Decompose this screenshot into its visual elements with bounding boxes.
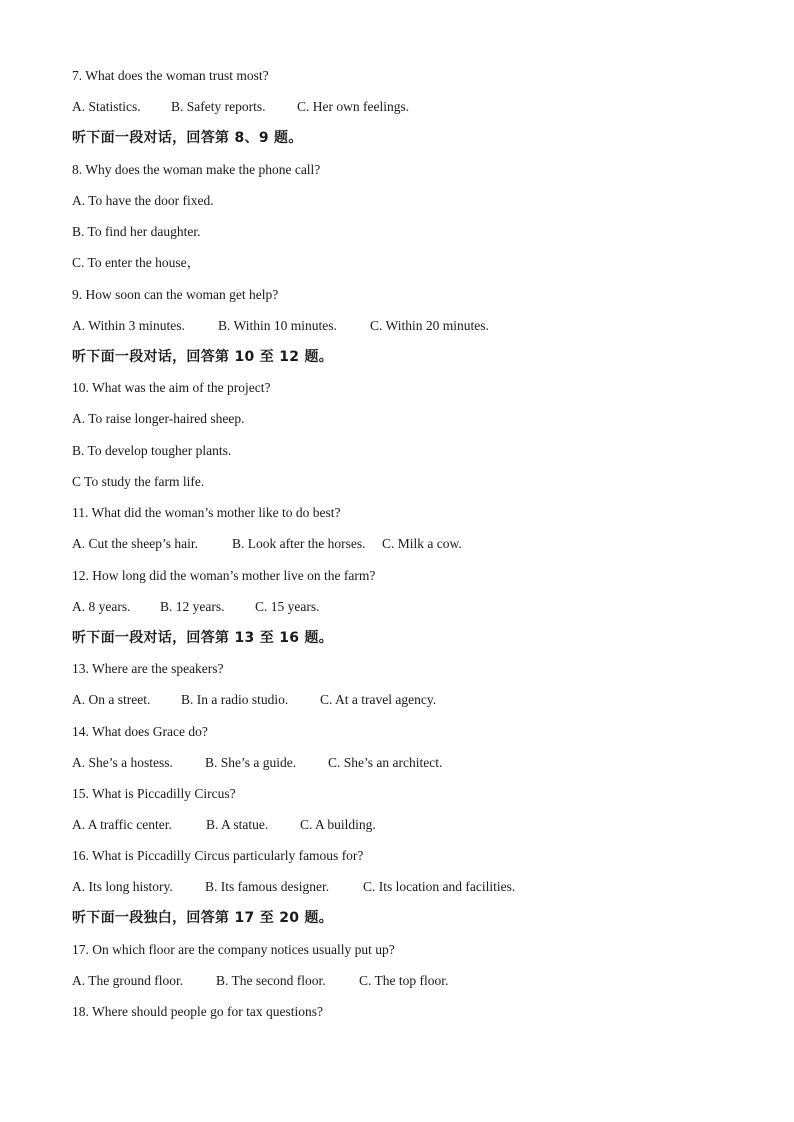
option-b: B. Safety reports. bbox=[171, 99, 266, 114]
question-15: 15. What is Piccadilly Circus? bbox=[72, 786, 236, 801]
question-10-option-a: A. To raise longer-haired sheep. bbox=[72, 411, 245, 426]
question-8-option-c: C. To enter the house， bbox=[72, 255, 201, 270]
question-7: 7. What does the woman trust most? bbox=[72, 68, 269, 83]
question-9: 9. How soon can the woman get help? bbox=[72, 287, 279, 302]
section-heading-10-12: 听下面一段对话，回答第 10 至 12 题。 bbox=[72, 349, 334, 365]
option-b: B. Within 10 minutes. bbox=[218, 318, 337, 333]
option-b: B. In a radio studio. bbox=[181, 692, 289, 707]
option-c: C. At a travel agency. bbox=[320, 692, 437, 707]
option-a: A. A traffic center. bbox=[72, 817, 172, 832]
option-a: A. Statistics. bbox=[72, 99, 141, 114]
question-15-options bbox=[72, 817, 376, 833]
option-c: C. She’s an architect. bbox=[328, 755, 443, 770]
option-c: C. 15 years. bbox=[255, 599, 320, 614]
question-16-options bbox=[72, 879, 515, 895]
option-b: B. She’s a guide. bbox=[205, 755, 297, 770]
option-b: B. The second floor. bbox=[216, 973, 326, 988]
question-13: 13. Where are the speakers? bbox=[72, 661, 224, 676]
section-heading-8-9: 听下面一段对话，回答第 8、9 题。 bbox=[72, 130, 303, 146]
question-16: 16. What is Piccadilly Circus particularly famous for? bbox=[72, 848, 364, 863]
question-10-option-c: C To study the farm life. bbox=[72, 474, 205, 489]
question-11-options bbox=[72, 536, 462, 552]
question-12-options bbox=[72, 599, 320, 615]
question-10: 10. What was the aim of the project? bbox=[72, 380, 271, 395]
option-a: A. She’s a hostess. bbox=[72, 755, 173, 770]
option-c: C. The top floor. bbox=[359, 973, 449, 988]
question-8-option-a: A. To have the door fixed. bbox=[72, 193, 214, 208]
option-a: A. On a street. bbox=[72, 692, 151, 707]
option-a: A. Cut the sheep’s hair. bbox=[72, 536, 198, 551]
question-17: 17. On which floor are the company notices usually put up? bbox=[72, 942, 395, 957]
question-8: 8. Why does the woman make the phone call? bbox=[72, 162, 321, 177]
question-14: 14. What does Grace do? bbox=[72, 724, 208, 739]
option-b: B. 12 years. bbox=[160, 599, 225, 614]
option-c: C. A building. bbox=[300, 817, 376, 832]
option-c: C. Within 20 minutes. bbox=[370, 318, 489, 333]
option-b: B. Its famous designer. bbox=[205, 879, 330, 894]
option-a: A. Within 3 minutes. bbox=[72, 318, 185, 333]
option-c: C. Her own feelings. bbox=[297, 99, 410, 114]
option-a: A. 8 years. bbox=[72, 599, 131, 614]
option-a: A. Its long history. bbox=[72, 879, 173, 894]
question-14-options bbox=[72, 755, 442, 771]
section-heading-17-20: 听下面一段独白，回答第 17 至 20 题。 bbox=[72, 910, 334, 926]
question-17-options bbox=[72, 973, 448, 989]
question-10-option-b: B. To develop tougher plants. bbox=[72, 443, 232, 458]
question-9-options bbox=[72, 318, 489, 334]
option-b: B. Look after the horses. bbox=[232, 536, 366, 551]
question-8-option-b: B. To find her daughter. bbox=[72, 224, 201, 239]
option-c: C. Its location and facilities. bbox=[363, 879, 516, 894]
option-b: B. A statue. bbox=[206, 817, 269, 832]
question-18: 18. Where should people go for tax questions? bbox=[72, 1004, 323, 1019]
question-12: 12. How long did the woman’s mother live on the farm? bbox=[72, 568, 376, 583]
option-a: A. The ground floor. bbox=[72, 973, 184, 988]
section-heading-13-16: 听下面一段对话，回答第 13 至 16 题。 bbox=[72, 630, 334, 646]
option-c: C. Milk a cow. bbox=[382, 536, 462, 551]
question-11: 11. What did the woman’s mother like to do best? bbox=[72, 505, 341, 520]
question-13-options bbox=[72, 692, 436, 708]
question-7-options bbox=[72, 99, 409, 115]
